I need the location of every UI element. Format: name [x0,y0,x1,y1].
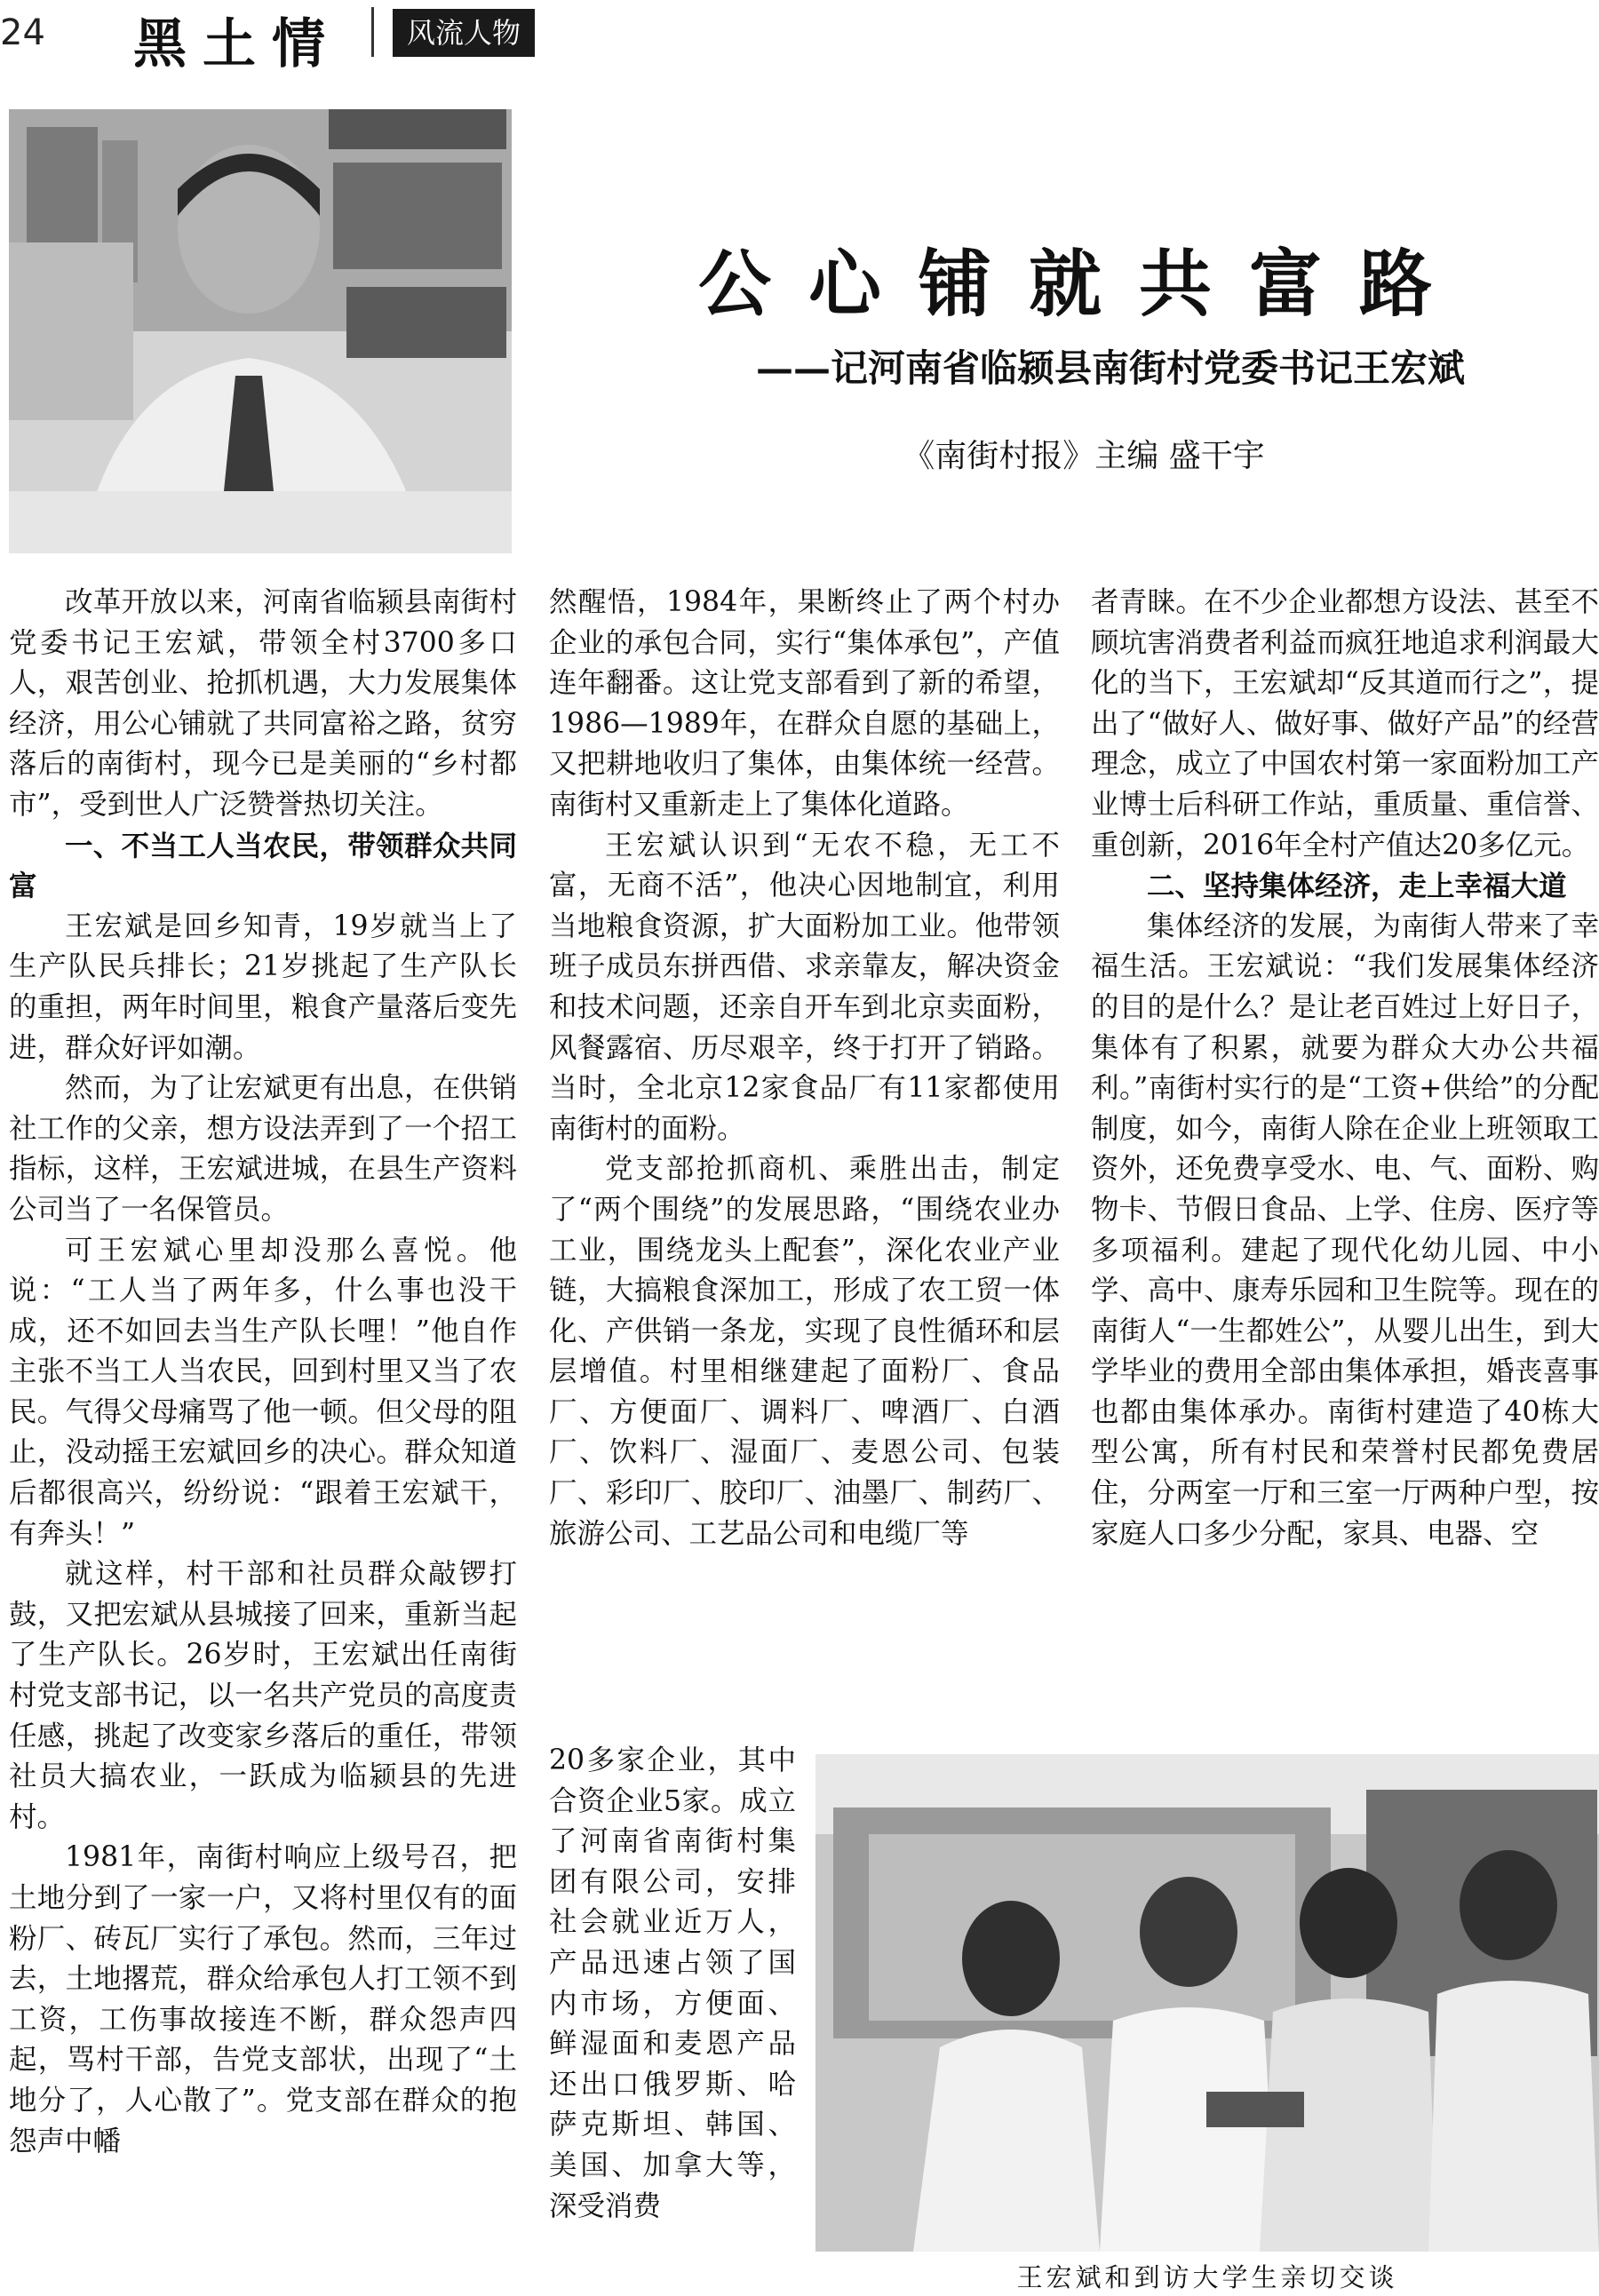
page-number: 24 [0,12,45,53]
text-column-1 [9,583,517,2162]
text-column-3 [1091,583,1599,1554]
paragraph: 然醒悟，1984年，果断终止了两个村办企业的承包合同，实行“集体承包”，产值连年翻番。这让党支部看到了新的希望，1986—1989年，在群众自愿的基础上，又把耕地收归了集体，由集体统一经营。南街村又重新走上了集体化道路。 [549,586,1060,821]
paragraph: 者青睐。在不少企业都想方设法、甚至不顾坑害消费者利益而疯狂地追求利润最大化的当下，王宏斌却“反其道而行之”，提出了“做好人、做好事、做好产品”的经营理念，成立了中国农村第一家面粉加工产业博士后科研工作站，重质量、重信誉、重创新，2016年全村产值达20多亿元。 [1091,586,1599,862]
paragraph: 王宏斌认识到“无农不稳，无工不富，无商不活”，他决心因地制宜，利用当地粮食资源，扩大面粉加工业。他带领班子成员东拼西借、求亲靠友，解决资金和技术问题，还亲自开车到北京卖面粉，风餐露宿、历尽艰辛，终于打开了销路。当时，全北京12家食品厂有11家都使用南街村的面粉。 [549,829,1060,1145]
paragraph: 就这样，村干部和社员群众敲锣打鼓，又把宏斌从县城接了回来，重新当起了生产队长。26岁时，王宏斌出任南街村党支部书记，以一名共产党员的高度责任感，挑起了改变家乡落后的重任，带领社员大搞农业，一跃成为临颍县的先进村。 [9,1558,517,1833]
students-photo [815,1754,1599,2252]
text-column-2-narrow [549,1741,796,2227]
section-heading-2: 二、坚持集体经济，走上幸福大道 [1147,870,1567,903]
text-column-2 [549,583,1060,1554]
portrait-photo [9,109,512,553]
paragraph: 集体经济的发展，为南街人带来了幸福生活。王宏斌说：“我们发展集体经济的目的是什么？是让老百姓过上好日子，集体有了积累，就要为群众大办公共福利。”南街村实行的是“工资+供给”的分配制度，如今，南街人除在企业上班领取工资外，还免费享受水、电、气、面粉、购物卡、节假日食品、上学、住房、医疗等多项福利。建起了现代化幼儿园、中小学、高中、康寿乐园和卫生院等。现在的南街人“一生都姓公”，从婴儿出生，到大学毕业的费用全部由集体承担，婚丧喜事也都由集体承办。南街村建造了40栋大型公寓，所有村民和荣誉村民都免费居住，分两室一厅和三室一厅两种户型，按家庭人口多少分配，家具、电器、空 [1091,910,1599,1550]
paragraph: 然而，为了让宏斌更有出息，在供销社工作的父亲，想方设法弄到了一个招工指标，这样，王宏斌进城，在县生产资料公司当了一名保管员。 [9,1072,517,1226]
paragraph: 20多家企业，其中合资企业5家。成立了河南省南街村集团有限公司，安排社会就业近万人，产品迅速占领了国内市场，方便面、鲜湿面和麦恩产品还出口俄罗斯、哈萨克斯坦、韩国、美国、加拿大等，深受消费 [549,1744,796,2222]
paragraph: 王宏斌是回乡知青，19岁就当上了生产队民兵排长；21岁挑起了生产队长的重担，两年时间里，粮食产量落后变先进，群众好评如潮。 [9,910,517,1064]
article-byline: 《南街村报》主编 盛干宇 [903,438,1265,474]
paragraph: 改革开放以来，河南省临颍县南街村党委书记王宏斌，带领全村3700多口人，艰苦创业、抢抓机遇，大力发展集体经济，用公心铺就了共同富裕之路，贫穷落后的南街村，现今已是美丽的“乡村都市”，受到世人广泛赞誉热切关注。 [9,586,517,821]
masthead-logo: 黑土情 [133,13,341,75]
paragraph: 可王宏斌心里却没那么喜悦。他说：“工人当了两年多，什么事也没干成，还不如回去当生产队长哩！”他自作主张不当工人当农民，回到村里又当了农民。气得父母痛骂了他一顿。但父母的阻止，没动摇王宏斌回乡的决心。群众知道后都很高兴，纷纷说：“跟着王宏斌干，有奔头！” [9,1234,517,1550]
photo-caption: 王宏斌和到访大学生亲切交谈 [1016,2262,1398,2292]
paragraph: 1981年，南街村响应上级号召，把土地分到了一家一户，又将村里仅有的面粉厂、砖瓦厂实行了承包。然而，三年过去，土地撂荒，群众给承包人打工领不到工资，工伤事故接连不断，群众怨声四起，骂村干部，告党支部状，出现了“土地分了，人心散了”。党支部在群众的抱怨声中幡 [9,1841,517,2157]
header-divider [371,7,374,57]
section-heading-1: 一、不当工人当农民，带领群众共同富 [9,829,517,903]
article-subtitle: ——记河南省临颍县南街村党委书记王宏斌 [755,346,1465,390]
paragraph: 党支部抢抓商机、乘胜出击，制定了“两个围绕”的发展思路，“围绕农业办工业，围绕龙头上配套”，深化农业产业链，大搞粮食深加工，形成了农工贸一体化、产供销一条龙，实现了良性循环和层层增值。村里相继建起了面粉厂、食品厂、方便面厂、调料厂、啤酒厂、白酒厂、饮料厂、湿面厂、麦恩公司、包装厂、彩印厂、胶印厂、油墨厂、制药厂、旅游公司、工艺品公司和电缆厂等 [549,1153,1060,1550]
section-tag: 风流人物 [393,9,535,57]
article-title: 公心铺就共富路 [697,242,1469,327]
